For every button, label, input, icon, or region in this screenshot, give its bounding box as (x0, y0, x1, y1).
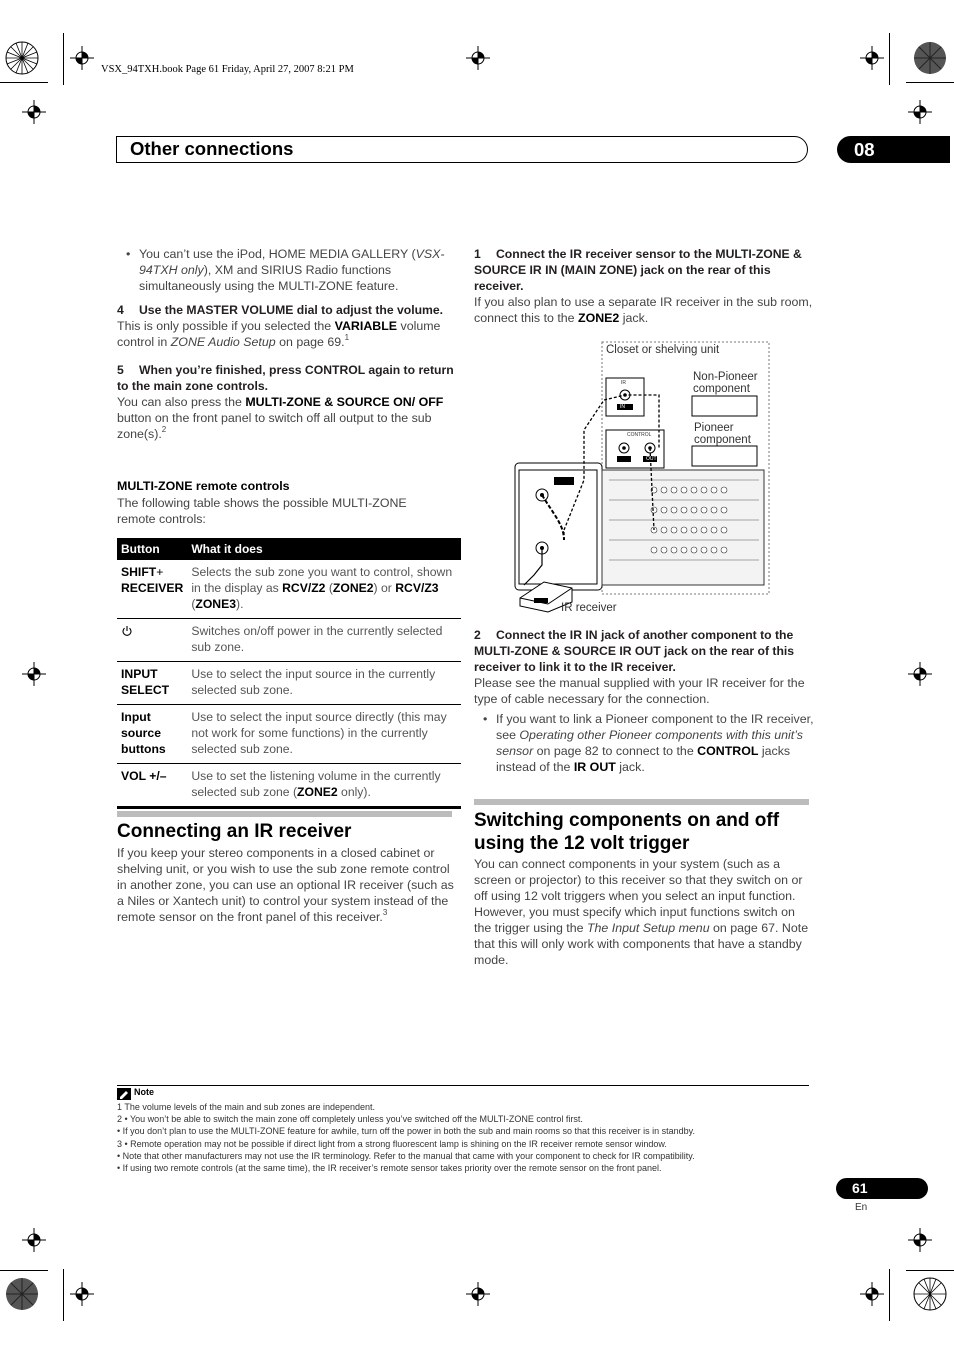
step-5-title (117, 362, 462, 394)
text: SHIFT (121, 565, 157, 579)
remote-controls-heading: MULTI-ZONE remote controls (117, 479, 290, 493)
crosshair-target (466, 1282, 490, 1306)
button-cell (117, 619, 187, 662)
crop-line (0, 82, 48, 83)
table-row (117, 705, 461, 764)
step-number: 2 (474, 628, 481, 642)
text: jack. (615, 760, 645, 774)
crosshair-target (860, 46, 884, 70)
registration-mark-top-left (4, 40, 40, 76)
step-text: Use the MASTER VOLUME dial to adjust the volume. (139, 303, 444, 317)
step-text: When you’re finished, press CONTROL again to return to the main zone controls. (117, 363, 454, 393)
crosshair-target (22, 662, 46, 686)
text: on page 67. Note that this will only work with components that have a standby mode. (474, 921, 809, 967)
text: You can also press the (117, 395, 246, 409)
text: You can connect components in your system (such as a screen or projector) to this receiver so that they switch on or off using 12 volt triggers when you select an input function. However, you must specify which input functions switch on the trigger using the (474, 857, 803, 935)
plus-sign: + (156, 565, 164, 579)
text: jack. (619, 311, 649, 325)
note-line: • If you don’t plan to use the MULTI-ZONE feature for awhile, turn off the power in both the sub and main rooms so that this receiver is in standby. (117, 1126, 695, 1137)
registration-mark-bottom-left (4, 1276, 40, 1312)
jack-label-ir: IR (621, 380, 626, 386)
button-cell: VOL +/– (117, 764, 187, 808)
section-rule (117, 811, 452, 817)
text: on page 69. (275, 335, 345, 349)
step-1-title (474, 246, 814, 294)
text: jacks instead of the (496, 744, 791, 774)
crop-line (63, 33, 64, 85)
step-4-body (117, 318, 462, 350)
ir-section-body (117, 845, 457, 925)
footnote-ref[interactable]: 2 (161, 425, 167, 434)
section-title-12v-trigger: Switching components on and off using the 12 volt trigger (474, 810, 780, 854)
crosshair-target (908, 100, 932, 124)
text: ), XM and SIRIUS Radio functions simultaneously using the MULTI-ZONE feature. (139, 263, 399, 293)
notes-rule (117, 1085, 809, 1086)
notes-heading: Note (134, 1087, 154, 1097)
crosshair-target (860, 1282, 884, 1306)
bullet-ipod-note (117, 246, 462, 294)
table-row (117, 560, 461, 619)
text: on page 82 to connect to the (533, 744, 698, 758)
jack-label-out: OUT (646, 456, 657, 462)
step-1-body (474, 294, 814, 326)
table-row (117, 619, 461, 662)
step-number: 1 (474, 247, 481, 261)
step-2 (474, 627, 814, 775)
note-line: • Note that other manufacturers may not use the IR terminology. Refer to the manual that came with your component to check for IR compatibility. (117, 1150, 695, 1161)
note-line: 1 The volume levels of the main and sub zones are independent. (117, 1102, 376, 1112)
crop-line (906, 1270, 954, 1271)
display-code: ZONE2 (332, 581, 374, 595)
chapter-title: Other connections (130, 138, 294, 159)
ir-receiver-label: IR receiver (561, 602, 617, 614)
crosshair-target (70, 1282, 94, 1306)
crosshair-target (22, 1228, 46, 1252)
text: ( (325, 581, 333, 595)
jack-label-in: IN (620, 404, 625, 410)
crosshair-target (22, 100, 46, 124)
footnote-ref[interactable]: 3 (382, 908, 388, 917)
ir-connection-diagram (514, 340, 774, 620)
text-bold: IR OUT (573, 760, 616, 774)
chapter-number: 08 (837, 136, 950, 163)
registration-mark-top-right (912, 40, 948, 76)
menu-name: The Input Setup menu (586, 921, 710, 935)
text: This is only possible if you selected the (117, 319, 335, 333)
crop-line (0, 1270, 48, 1271)
pioneer-label: Pioneer component (694, 422, 751, 446)
display-code: ZONE3 (195, 597, 237, 611)
text: You can’t use the iPod, HOME MEDIA GALLERY ( (139, 247, 416, 261)
text: ) or (373, 581, 396, 595)
page-number: 61 (836, 1178, 928, 1199)
step-4-title (117, 302, 462, 318)
step-number: 4 (117, 303, 124, 317)
text-bold: ZONE2 (297, 785, 338, 799)
button-cell (117, 560, 187, 619)
text-bold: CONTROL (697, 744, 759, 758)
step-2-body: Please see the manual supplied with your IR receiver for the type of cable necessary for the connection. (474, 676, 805, 706)
crosshair-target (908, 662, 932, 686)
step-1 (474, 246, 814, 326)
crop-line (889, 33, 890, 85)
column-header: What it does (187, 538, 461, 560)
display-code: RCV/Z3 (395, 581, 439, 595)
description-cell: Use to select the input source directly (this may not work for some functions) in the currently selected sub zone. (187, 705, 461, 764)
text: If you want to link a Pioneer component to the IR receiver, see (496, 712, 814, 742)
note-line: 2 • You won’t be able to switch the main zone off completely unless you’ve switched off the MULTI-ZONE control first. (117, 1114, 583, 1125)
closet-label: Closet or shelving unit (606, 344, 720, 356)
step-text: Connect the IR receiver sensor to the MULTI-ZONE & SOURCE IR IN (MAIN ZONE) jack on the rear of this receiver. (474, 247, 802, 293)
text: button on the front panel to switch off all output to the sub zone(s). (117, 411, 432, 441)
description-cell (187, 764, 461, 808)
text-bold: MULTI-ZONE & SOURCE ON/ OFF (245, 395, 444, 409)
text: volume control in (117, 319, 441, 349)
button-cell: Input source buttons (117, 705, 187, 764)
table-row (117, 764, 461, 808)
crop-line (889, 1269, 890, 1321)
model-name: VSX-94TXH only (139, 247, 445, 277)
step-text: Connect the IR IN jack of another component to the MULTI-ZONE & SOURCE IR OUT jack on the rear of this receiver to link it to the IR receiver. (474, 628, 795, 674)
text-bold: VARIABLE (334, 319, 398, 333)
crop-line (906, 82, 954, 83)
step-number: 5 (117, 363, 124, 377)
text: only). (337, 785, 371, 799)
notes-list (117, 1101, 817, 1174)
table-header-row (117, 538, 461, 560)
bullet-link-pioneer (474, 711, 814, 775)
jack-label-control: CONTROL (627, 432, 652, 438)
non-pioneer-label: Non-Pioneer component (693, 371, 758, 395)
display-code: RCV/Z2 (282, 581, 326, 595)
step-5-body (117, 394, 462, 442)
text-bold: ZONE2 (578, 311, 620, 325)
section-rule (474, 799, 809, 805)
section-title-ir-receiver: Connecting an IR receiver (117, 821, 352, 842)
text: ). (236, 597, 244, 611)
note-pencil-icon (117, 1088, 131, 1100)
crop-line (63, 1269, 64, 1321)
column-header: Button (117, 538, 187, 560)
power-icon (121, 625, 133, 637)
crosshair-target (70, 46, 94, 70)
language-code: En (855, 1202, 868, 1213)
description-cell: Use to select the input source in the currently selected sub zone. (187, 662, 461, 705)
description-cell (187, 560, 461, 619)
remote-controls-intro: The following table shows the possible MULTI-ZONE remote controls: (117, 496, 407, 526)
footnote-ref[interactable]: 1 (344, 333, 350, 342)
note-line: • If using two remote controls (at the same time), the IR receiver’s remote sensor takes priority over the remote sensor on the front panel. (117, 1163, 662, 1174)
menu-name: ZONE Audio Setup (170, 335, 276, 349)
text: Use to set the listening volume in the currently selected sub zone ( (191, 769, 441, 799)
crosshair-target (908, 1228, 932, 1252)
text: Selects the sub zone you want to control, shown in the display as (191, 565, 453, 595)
crosshair-target (466, 46, 490, 70)
section-reference: Operating other Pioneer components with this unit’s sensor (496, 728, 803, 758)
multizone-remote-table (117, 538, 461, 809)
description-cell: Switches on/off power in the currently selected sub zone. (187, 619, 461, 662)
text: If you also plan to use a separate IR receiver in the sub room, connect this to the (474, 295, 813, 325)
print-header: VSX_94TXH.book Page 61 Friday, April 27, 2007 8:21 PM (101, 64, 354, 75)
button-cell: INPUT SELECT (117, 662, 187, 705)
registration-mark-bottom-right (912, 1276, 948, 1312)
text: ( (191, 597, 196, 611)
table-row (117, 662, 461, 705)
step-2-title (474, 627, 814, 675)
text: RECEIVER (121, 581, 184, 595)
note-line: 3 • Remote operation may not be possible if direct light from a strong fluorescent lamp is shining on the IR receiver remote sensor window. (117, 1138, 667, 1149)
text: If you keep your stereo components in a closed cabinet or shelving unit, or you wish to use the sub zone remote control in another zone, you can use an optional IR receiver (such as a Niles or Xantech unit) to control your system instead of the remote sensor on the front panel of this receiver. (117, 846, 454, 924)
left-column (117, 246, 462, 442)
trigger-section-body (474, 856, 809, 968)
